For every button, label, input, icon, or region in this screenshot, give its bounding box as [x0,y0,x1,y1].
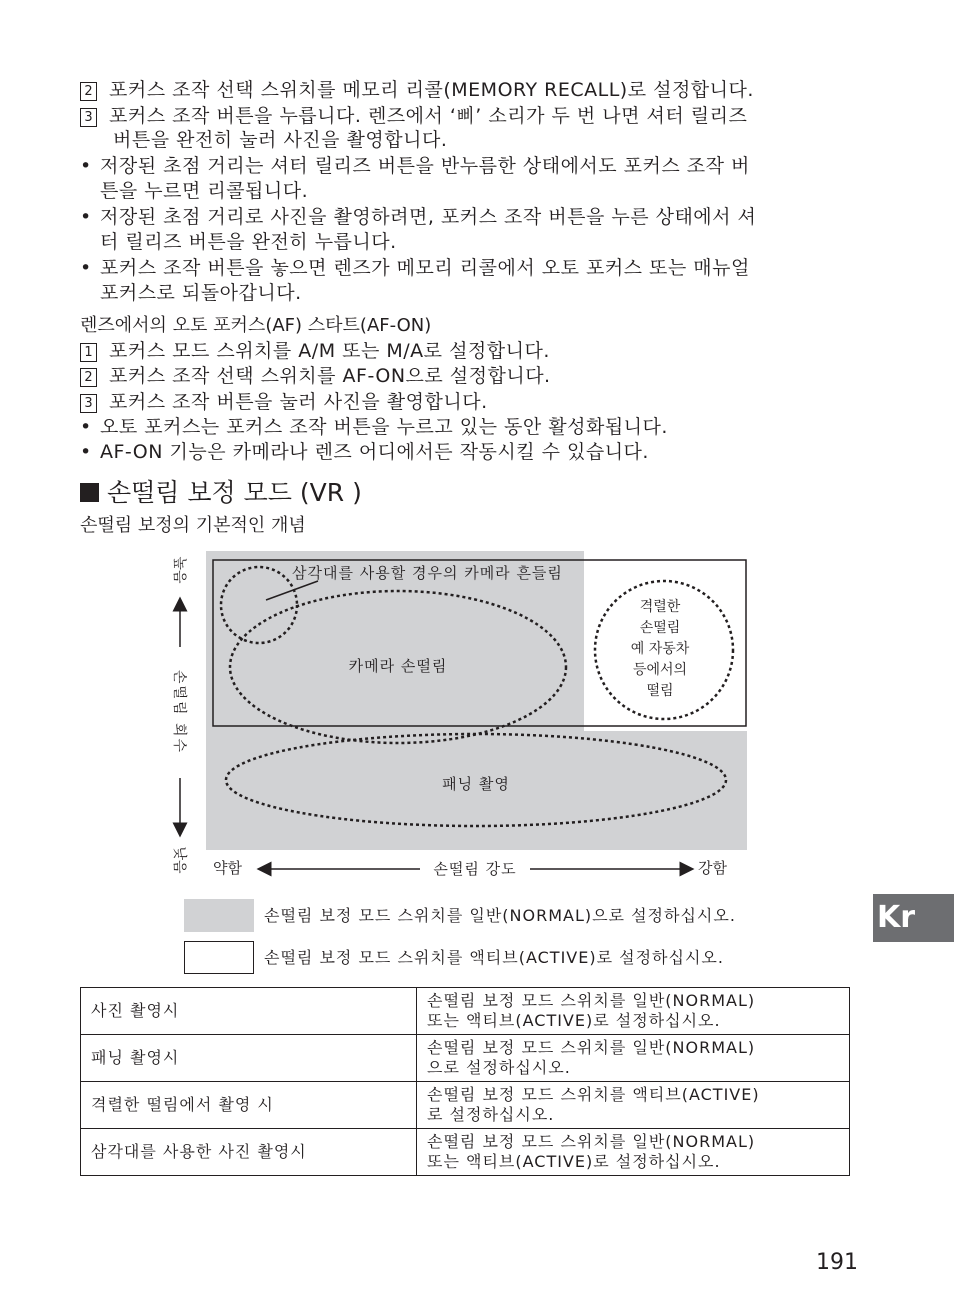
af-section-title: 렌즈에서의 오토 포커스(AF) 스타트(AF-ON) [80,315,432,336]
bullet-text: 오토 포커스는 포커스 조작 버튼을 누르고 있는 동안 활성화됩니다. [100,416,668,438]
bullet-text-cont: 터 릴리즈 버튼을 완전히 누릅니다. [100,231,397,253]
step-text: 포커스 조작 선택 스위치를 메모리 리콜(MEMORY RECALL)로 설정합니다. [109,79,754,101]
normal-mode-region [206,551,747,850]
bullet-text-cont: 튼을 누르면 리콜됩니다. [100,180,309,202]
setting-line: 로 설정하십시오. [427,1105,555,1124]
x-axis-left-label: 약함 [213,859,242,877]
bullet-text: AF-ON 기능은 카메라나 렌즈 어디에서든 작동시킬 수 있습니다. [100,441,649,463]
y-axis [171,556,188,874]
y-axis-top-label: 높음 [171,556,187,584]
language-tab: Kr [873,894,954,942]
step-3 [80,104,747,128]
x-axis-label: 손떨림 강도 [433,860,517,878]
severe-label-line: 등에서의 [632,662,688,678]
step-text: 포커스 조작 버튼을 누릅니다. 렌즈에서 ‘삐’ 소리가 두 번 나면 셔터 릴리즈 [109,105,748,127]
setting-line: 손떨림 보정 모드 스위치를 일반(NORMAL) [427,1132,756,1151]
legend-normal-text: 손떨림 보정 모드 스위치를 일반(NORMAL)으로 설정하십시오. [264,906,736,925]
af-step-3 [80,390,488,414]
table-row [81,988,850,1035]
setting-line: 또는 액티브(ACTIVE)로 설정하십시오. [427,1011,721,1030]
af-step-2 [80,364,551,388]
af-bullet: • AF-ON 기능은 카메라나 렌즈 어디에서든 작동시킬 수 있습니다. [80,441,649,463]
y-axis-bottom-label: 낮음 [171,846,187,874]
camera-shake-label: 카메라 손떨림 [348,657,448,675]
table-row [81,1082,850,1129]
situation-cell: 삼각대를 사용한 사진 촬영시 [81,1129,417,1176]
setting-cell [417,1082,850,1129]
table-row [81,1129,850,1176]
bullet-item: • 포커스 조작 버튼을 놓으면 렌즈가 메모리 리콜에서 오토 포커스 또는 매뉴얼 [80,257,750,279]
step-text-cont: 버튼을 완전히 눌러 사진을 촬영합니다. [113,129,448,151]
step-text: 포커스 모드 스위치를 A/M 또는 M/A로 설정합니다. [109,340,550,362]
x-axis-right-label: 강함 [698,859,727,877]
x-axis [213,859,727,878]
setting-line: 손떨림 보정 모드 스위치를 액티브(ACTIVE) [427,1085,760,1104]
situation-cell: 사진 촬영시 [81,988,417,1035]
step-number: 2 [80,82,97,101]
severe-label-line: 손떨림 [639,620,681,636]
legend-swatch-active [184,941,254,974]
step-2 [80,78,754,102]
page-number: 191 [816,1250,858,1275]
step-text: 포커스 조작 버튼을 눌러 사진을 촬영합니다. [109,391,488,413]
setting-line: 또는 액티브(ACTIVE)로 설정하십시오. [427,1152,721,1171]
legend-swatch-normal [184,899,254,932]
vr-concept-diagram [0,540,954,890]
bullet-item: • 저장된 초점 거리는 셔터 릴리즈 버튼을 반누름한 상태에서도 포커스 조작 버 [80,155,750,177]
square-bullet-icon [80,483,99,502]
situation-cell: 격렬한 떨림에서 촬영 시 [81,1082,417,1129]
severe-label-line: 예 자동차 [630,641,690,657]
setting-cell [417,1129,850,1176]
af-step-1 [80,339,550,363]
step-number: 3 [80,108,97,127]
tripod-label: 삼각대를 사용할 경우의 카메라 흔들림 [292,564,563,582]
situation-cell: 패닝 촬영시 [81,1035,417,1082]
severe-label-line: 떨림 [646,683,674,699]
table-row [81,1035,850,1082]
legend-active-text: 손떨림 보정 모드 스위치를 액티브(ACTIVE)로 설정하십시오. [264,948,724,967]
panning-label: 패닝 촬영 [442,775,510,793]
vr-subheading: 손떨림 보정의 기본적인 개념 [80,515,306,536]
y-axis-label: 손떨림 회수 [171,669,187,755]
bullet-text-cont: 포커스로 되돌아갑니다. [100,282,302,304]
bullet-item: • 저장된 초점 거리로 사진을 촬영하려면, 포커스 조작 버튼을 누른 상태에서 셔 [80,206,757,228]
setting-cell [417,988,850,1035]
step-number: 1 [80,343,97,362]
vr-heading-text: 손떨림 보정 모드 (VR ) [107,478,362,507]
step-text: 포커스 조작 선택 스위치를 AF-ON으로 설정합니다. [109,365,551,387]
bullet-text: 저장된 초점 거리는 셔터 릴리즈 버튼을 반누름한 상태에서도 포커스 조작 버 [100,155,750,177]
setting-line: 손떨림 보정 모드 스위치를 일반(NORMAL) [427,991,756,1010]
vr-heading [80,478,362,508]
setting-line: 으로 설정하십시오. [427,1058,571,1077]
af-bullet: • 오토 포커스는 포커스 조작 버튼을 누르고 있는 동안 활성화됩니다. [80,416,668,438]
step-number: 2 [80,368,97,387]
setting-cell [417,1035,850,1082]
bullet-text: 포커스 조작 버튼을 놓으면 렌즈가 메모리 리콜에서 오토 포커스 또는 매뉴얼 [100,257,750,279]
step-number: 3 [80,394,97,413]
setting-line: 손떨림 보정 모드 스위치를 일반(NORMAL) [427,1038,756,1057]
vr-settings-table [80,987,850,1176]
bullet-text: 저장된 초점 거리로 사진을 촬영하려면, 포커스 조작 버튼을 누른 상태에서 셔 [100,206,757,228]
severe-label-line: 격렬한 [639,599,681,615]
